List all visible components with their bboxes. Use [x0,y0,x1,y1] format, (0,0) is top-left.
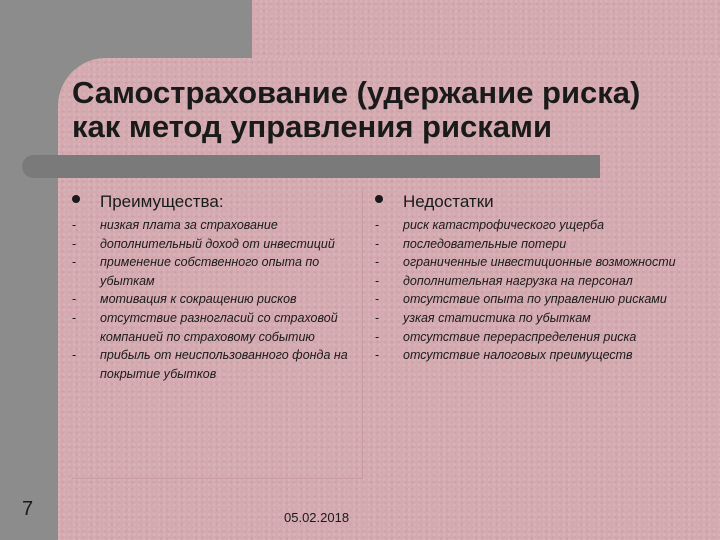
disadvantages-header [375,188,695,216]
list-item: - отсутствие опыта по управлению рисками [375,290,695,309]
dash-marker: - [72,218,77,232]
disadvantages-column [375,188,695,365]
dash-marker: - [72,310,77,325]
bullet-dot-icon [72,195,80,203]
list-item: - ограниченные инвестиционные возможности [375,253,695,272]
advantages-list [72,216,362,383]
dash-marker: - [375,348,380,363]
list-item: - низкая плата за страхование [72,216,362,235]
dash-marker: - [375,310,380,325]
disadvantages-list [375,216,695,365]
list-item: - дополнительная нагрузка на персонал [375,272,695,291]
bullet-dot-icon [375,195,383,203]
disadvantages-heading: Недостатки [403,192,494,211]
list-item: - узкая статистика по убыткам [375,309,695,328]
page-number: 7 [22,498,34,520]
slide-date: 05.02.2018 [284,510,350,525]
advantages-heading: Преимущества: [100,192,224,211]
dash-marker: - [375,255,380,270]
list-item: - мотивация к сокращению рисков [72,290,362,309]
dash-marker: - [375,218,380,232]
slide-title: Самострахование (удержание риска) как метод управления рисками [72,75,641,144]
dash-marker: - [72,348,77,363]
dash-marker: - [72,255,77,270]
list-item: - отсутствие налоговых преимуществ [375,346,695,365]
dash-marker: - [72,292,77,307]
list-item: - прибыль от неиспользованного фонда на покрытие убытков [72,348,348,381]
list-item: - дополнительный доход от инвестиций [72,235,362,254]
list-item: - отсутствие перераспределения риска [375,328,695,347]
dash-marker: - [375,273,380,288]
title-divider-bar [22,155,600,178]
list-item: - отсутствие разногласий со страховой компанией по страховому событию [72,310,338,344]
dash-marker: - [375,329,380,344]
advantages-header [72,188,362,216]
list-item: - применение собственного опыта по убыткам [72,255,320,288]
list-item: - риск катастрофического ущерба [375,216,695,235]
dash-marker: - [375,236,380,251]
advantages-column [72,188,363,479]
dash-marker: - [72,236,77,251]
dash-marker: - [375,292,380,307]
list-item: - последовательные потери [375,235,695,254]
